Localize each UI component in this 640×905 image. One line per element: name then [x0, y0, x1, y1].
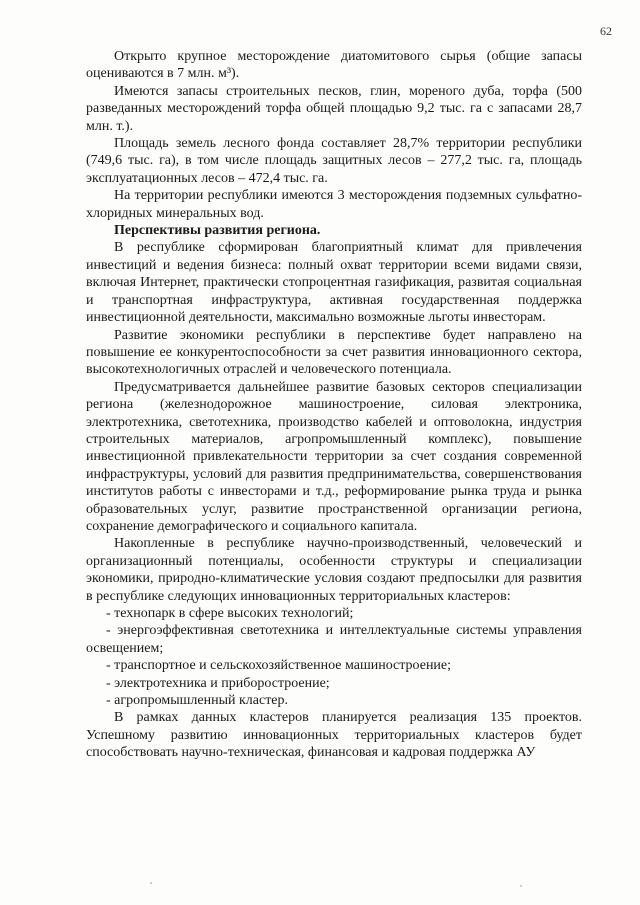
paragraph-diatomite: Открыто крупное месторождение диатомитового сырья (общие запасы оцениваются в 7 млн. м³). [86, 49, 582, 82]
paragraph-mineral-waters: На территории республики имеются 3 месторождения подземных сульфатно-хлоридных минеральных вод. [86, 188, 582, 221]
section-heading: Перспективы развития региона. [114, 223, 321, 239]
list-item-cluster: - технопарк в сфере высоких технологий; [106, 606, 354, 621]
paragraph-base-sectors: Предусматривается дальнейшее развитие базовых секторов специализации региона (железнодорожное машиностроение, силовая электроника, электротехника, светотехника, производство кабелей и оптоволокна, индустрия строительных материалов, агропромышленный комплекс), повышение инвестиционной привлекательности территории за счет создания современной инфраструктуры, условий для развития предпринимательства, совершенствования институтов работы с инвесторами и т.д., реформирование рынка труда и рынка образовательных услуг, развитие пространственной организации региона, сохранение демографического и социального капитала. [86, 379, 582, 534]
scan-speck [520, 885, 522, 887]
scan-speck [150, 882, 152, 884]
paragraph-investment-climate: В республике сформирован благоприятный климат для привлечения инвестиций и ведения бизнеса: полный охват территории всеми видами связи, включая Интернет, практически стопроцентная газификация, развитая социальная и транспортная инфраструктура, активная государственная поддержка инвестиционной деятельности, максимально возможные льготы инвесторам. [86, 240, 582, 326]
paragraph-building-materials: Имеются запасы строительных песков, глин, мореного дуба, торфа (500 разведанных месторождений торфа общей площадью 9,2 тыс. га с запасами 28,7 млн. т.). [86, 83, 582, 134]
paragraph-projects: В рамках данных кластеров планируется реализация 135 проектов. Успешному развитию инновационных территориальных кластеров будет способствовать научно-техническая, финансовая и кадровая поддержка АУ [86, 710, 582, 761]
page-body [86, 48, 582, 762]
page-number: 62 [600, 24, 612, 38]
list-item-cluster: - агропромышленный кластер. [106, 693, 289, 709]
list-item-cluster: - транспортное и сельскохозяйственное машиностроение; [106, 658, 452, 674]
list-item-cluster: - электротехника и приборостроение; [106, 675, 330, 691]
list-item-cluster: - энергоэффективная светотехника и интеллектуальные системы управления освещением; [86, 623, 582, 656]
paragraph-economic-development: Развитие экономики республики в перспективе будет направлено на повышение ее конкурентоспособности за счет развития инновационного сектора, высокотехнологичных отраслей и человеческого потенциала. [86, 327, 582, 378]
paragraph-forest-fund: Площадь земель лесного фонда составляет 28,7% территории республики (749,6 тыс. га), в том числе площадь защитных лесов – 277,2 тыс. га, площадь эксплуатационных лесов – 472,4 тыс. га. [86, 136, 582, 186]
paragraph-cluster-preconditions: Накопленные в республике научно-производственный, человеческий и организационный потенциалы, особенности структуры и специализации экономики, природно-климатические условия создают предпосылки для развития в республике следующих инновационных территориальных кластеров: [86, 536, 582, 604]
